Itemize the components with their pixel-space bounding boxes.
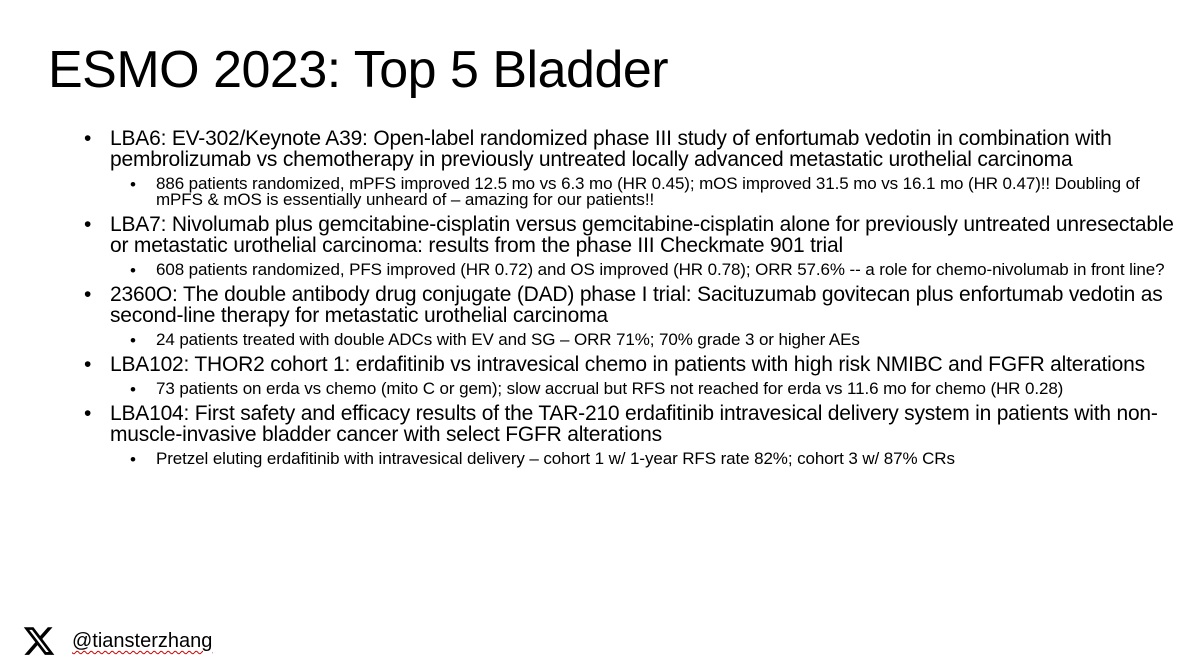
bullet-marker: •	[84, 402, 92, 425]
sub-bullet-text: 608 patients randomized, PFS improved (HR 0.72) and OS improved (HR 0.78); ORR 57.6% -- a role for chemo-nivolumab in front line?	[156, 260, 1165, 279]
x-logo-icon	[22, 624, 56, 658]
sub-bullet-text: 73 patients on erda vs chemo (mito C or gem); slow accrual but RFS not reached for erda vs 11.6 mo for chemo (HR 0.28)	[156, 379, 1064, 398]
slide-title: ESMO 2023: Top 5 Bladder	[48, 41, 669, 99]
bullet-marker: •	[84, 353, 92, 376]
sub-bullet-list	[110, 176, 1184, 208]
twitter-handle[interactable]: @tiansterzhang	[72, 630, 213, 652]
sub-bullet-item	[130, 381, 1184, 397]
sub-bullet-item	[130, 176, 1184, 208]
bullet-text: LBA7: Nivolumab plus gemcitabine-cisplatin versus gemcitabine-cisplatin alone for previously untreated unresectable or metastatic urothelial carcinoma: results from the phase III Checkmate 901 trial	[110, 213, 1174, 257]
bullet-marker: •	[84, 213, 92, 236]
bullet-marker: •	[84, 283, 92, 306]
bullet-text: LBA102: THOR2 cohort 1: erdafitinib vs intravesical chemo in patients with high risk NMIBC and FGFR alterations	[110, 353, 1145, 376]
bullet-list	[84, 128, 1184, 473]
sub-bullet-marker: •	[130, 380, 136, 399]
bullet-marker: •	[84, 127, 92, 150]
bullet-item-lba102	[84, 354, 1184, 397]
bullet-item-lba6	[84, 128, 1184, 208]
sub-bullet-marker: •	[130, 331, 136, 350]
sub-bullet-list	[110, 381, 1184, 397]
bullet-text: 2360O: The double antibody drug conjugate (DAD) phase I trial: Sacituzumab govitecan plus enfortumab vedotin as second-line therapy for metastatic urothelial carcinoma	[110, 283, 1163, 327]
sub-bullet-marker: •	[130, 450, 136, 469]
sub-bullet-item	[130, 451, 1184, 467]
sub-bullet-list	[110, 332, 1184, 348]
footer	[22, 624, 212, 658]
bullet-item-lba7	[84, 214, 1184, 278]
bullet-item-lba104	[84, 403, 1184, 467]
sub-bullet-marker: •	[130, 175, 136, 194]
sub-bullet-marker: •	[130, 261, 136, 280]
sub-bullet-text: Pretzel eluting erdafitinib with intravesical delivery – cohort 1 w/ 1-year RFS rate 82%; cohort 3 w/ 87% CRs	[156, 449, 955, 468]
sub-bullet-text: 24 patients treated with double ADCs with EV and SG – ORR 71%; 70% grade 3 or higher AEs	[156, 330, 860, 349]
sub-bullet-item	[130, 262, 1184, 278]
sub-bullet-item	[130, 332, 1184, 348]
sub-bullet-list	[110, 451, 1184, 467]
bullet-text: LBA104: First safety and efficacy results of the TAR-210 erdafitinib intravesical delivery system in patients with non-muscle-invasive bladder cancer with select FGFR alterations	[110, 402, 1158, 446]
bullet-item-2360o	[84, 284, 1184, 348]
sub-bullet-text: 886 patients randomized, mPFS improved 12.5 mo vs 6.3 mo (HR 0.45); mOS improved 31.5 mo vs 16.1 mo (HR 0.47)!! Doubling of mPFS & mOS is essentially unheard of – amazing for our patients!!	[156, 174, 1140, 209]
sub-bullet-list	[110, 262, 1184, 278]
bullet-text: LBA6: EV-302/Keynote A39: Open-label randomized phase III study of enfortumab vedotin in combination with pembrolizumab vs chemotherapy in previously untreated locally advanced metastatic urothelial carcinoma	[110, 127, 1112, 171]
